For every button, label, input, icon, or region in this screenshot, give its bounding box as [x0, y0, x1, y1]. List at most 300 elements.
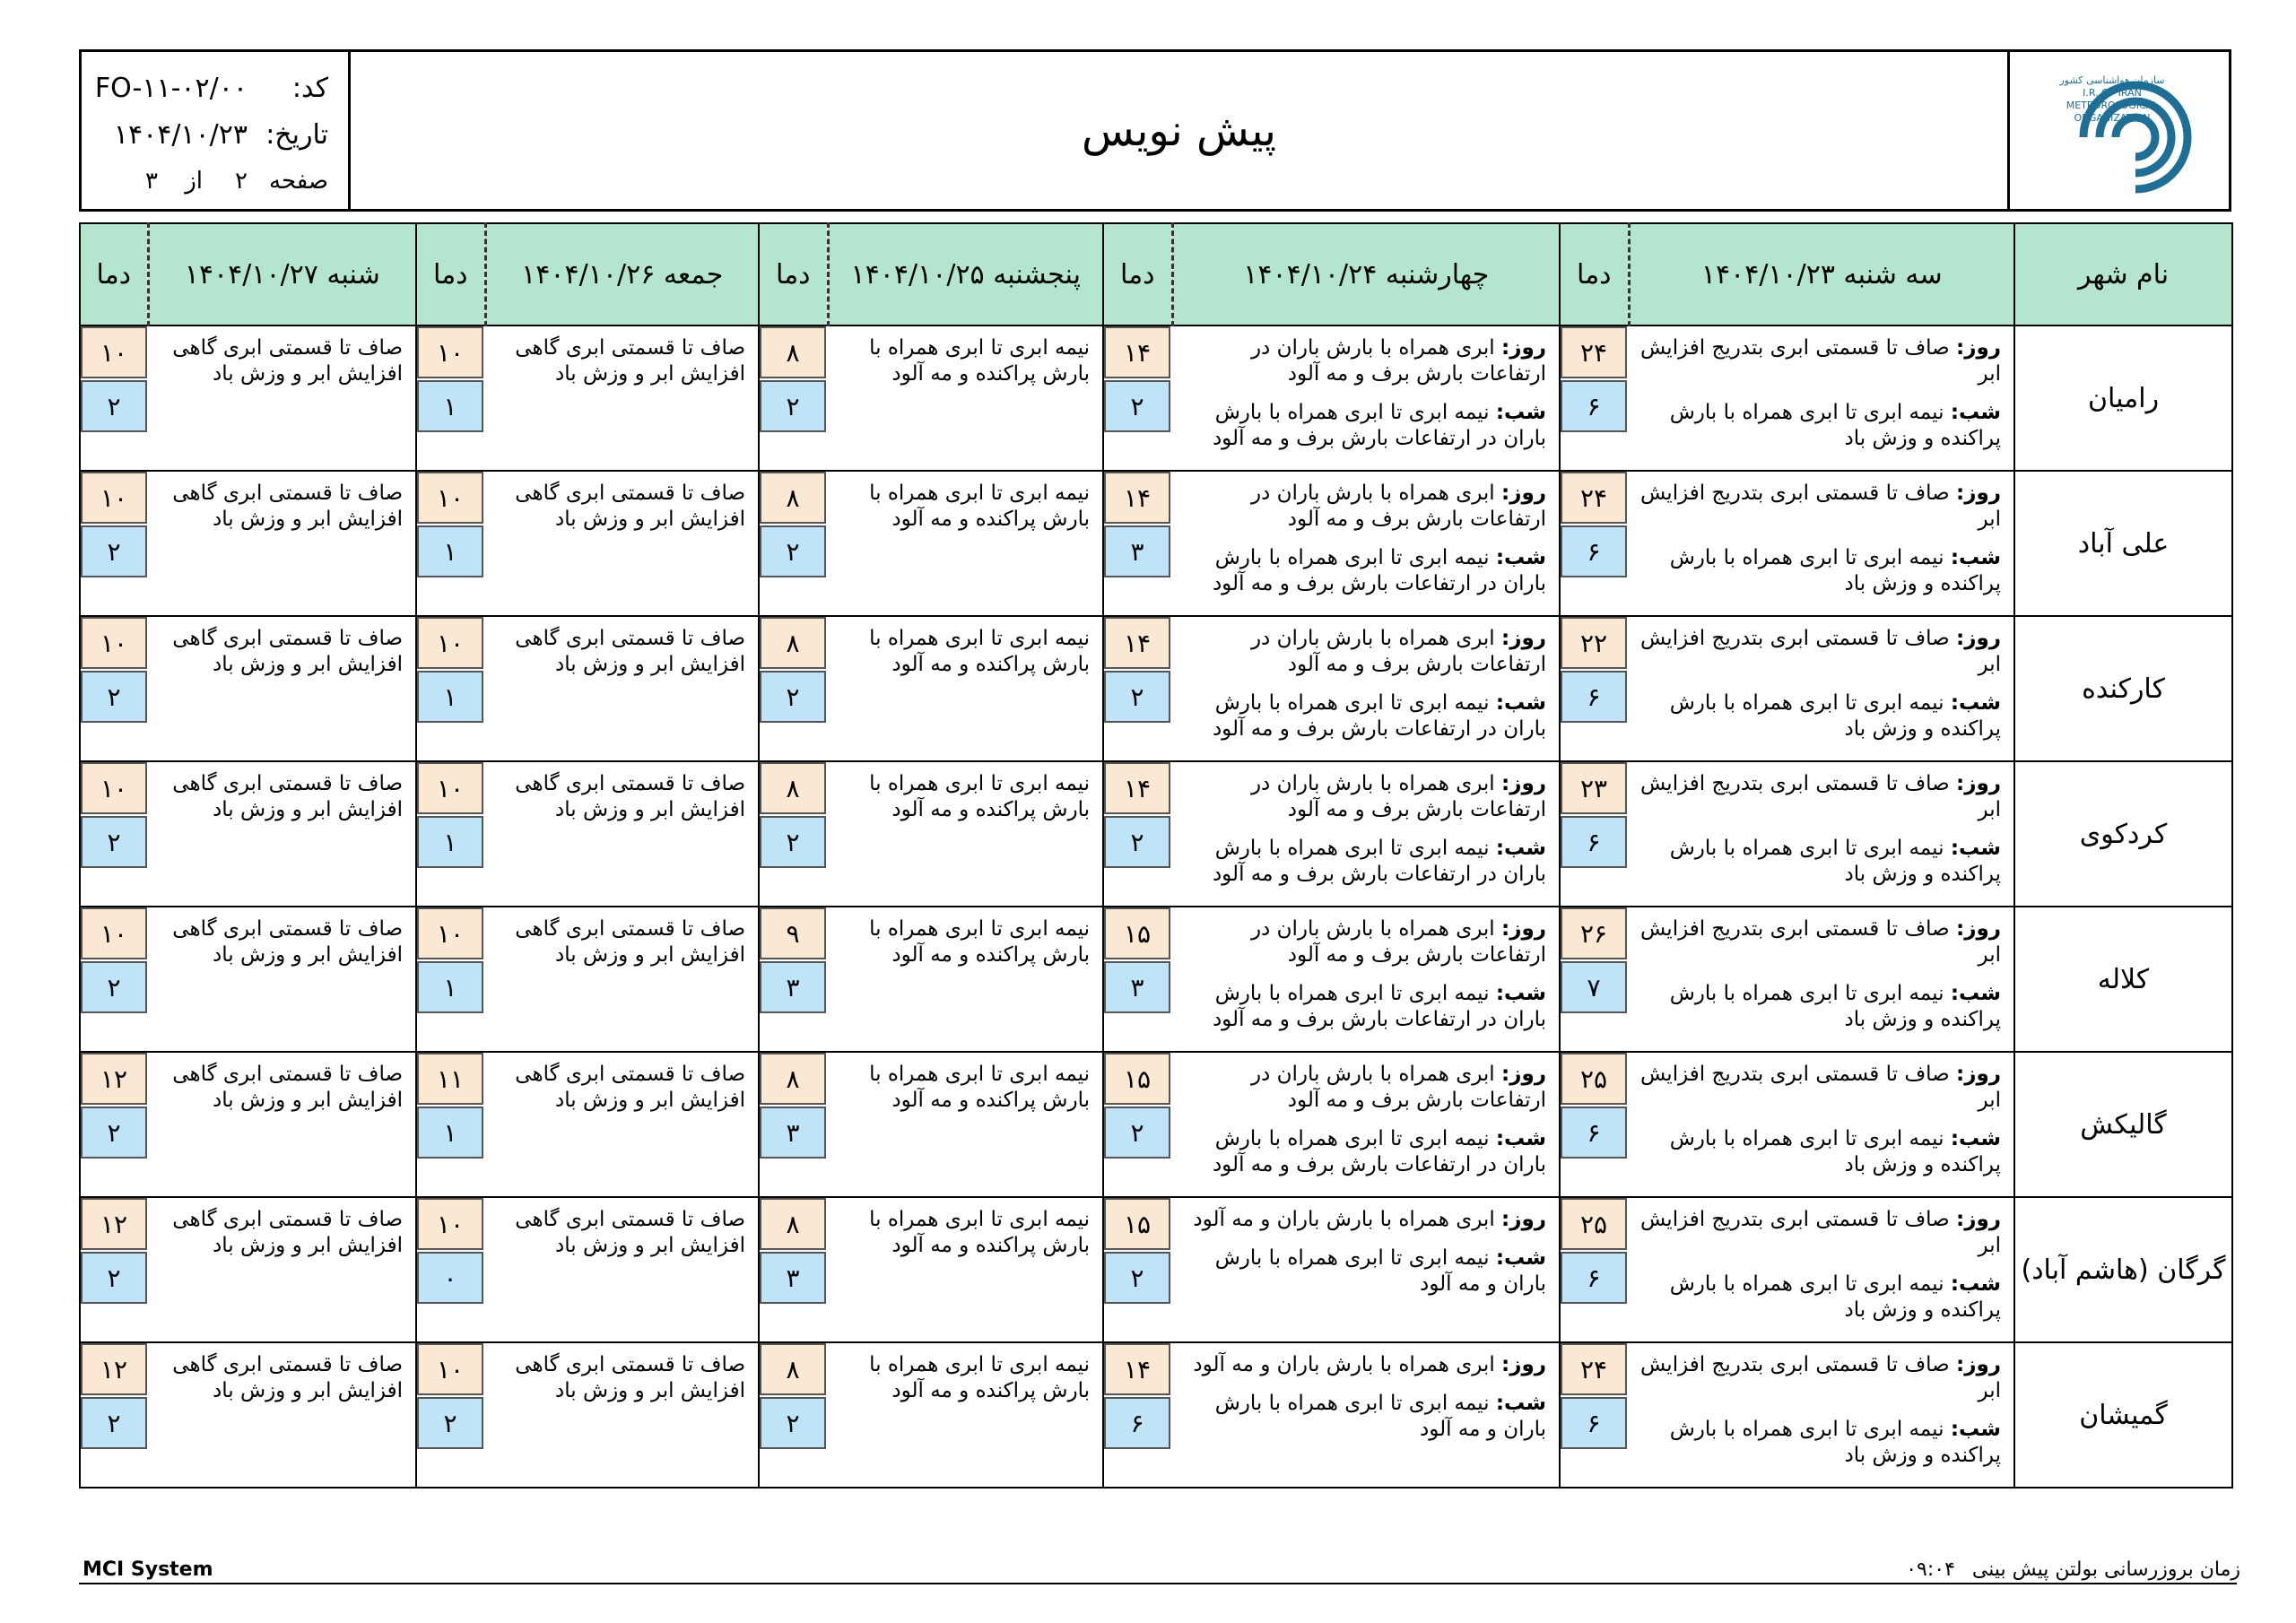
day-header: شنبه ۱۴۰۴/۱۰/۲۷	[148, 223, 416, 325]
max-temperature: ۱۴	[1104, 1343, 1170, 1395]
day-label: روز:	[1501, 1353, 1546, 1376]
min-temperature: ۲	[81, 671, 147, 723]
table-header-row	[80, 223, 2232, 325]
day-label: روز:	[1501, 1208, 1546, 1231]
night-label: شب:	[1495, 401, 1546, 424]
night-text: نیمه ابری تا ابری همراه با بارش پراکنده و وزش باد	[1669, 1272, 2001, 1322]
night-forecast	[1634, 1417, 2001, 1469]
max-temperature: ۱۵	[1104, 907, 1170, 959]
temperature-cell	[759, 471, 828, 616]
min-temperature: ۲	[417, 1397, 483, 1449]
forecast-text: صاف تا قسمتی ابری گاهی افزایش ابر و وزش باد	[515, 917, 745, 967]
min-temperature: ۲	[1104, 816, 1170, 868]
min-temperature: ۲	[81, 961, 147, 1013]
night-text: نیمه ابری تا ابری همراه با بارش باران در ارتفاعات بارش برف و مه آلود	[1212, 401, 1546, 450]
night-label: شب:	[1950, 1418, 2001, 1441]
min-temperature: ۲	[1104, 380, 1170, 432]
night-text: نیمه ابری تا ابری همراه با بارش باران در ارتفاعات بارش برف و مه آلود	[1212, 837, 1546, 886]
night-forecast	[1634, 400, 2001, 452]
forecast-description	[1629, 616, 2014, 761]
day-header: پنجشنبه ۱۴۰۴/۱۰/۲۵	[828, 223, 1103, 325]
temp-header: دما	[80, 223, 148, 325]
day-text: ابری همراه با بارش باران و مه آلود	[1193, 1353, 1495, 1376]
forecast-text: صاف تا قسمتی ابری گاهی افزایش ابر و وزش باد	[515, 1063, 745, 1112]
day-text: صاف تا قسمتی ابری بتدریج افزایش ابر	[1639, 1063, 2001, 1112]
min-temperature: ۱	[417, 525, 483, 577]
temperature-cell	[759, 1342, 828, 1488]
max-temperature: ۱۲	[81, 1053, 147, 1105]
forecast-description	[828, 1197, 1103, 1342]
min-temperature: ۶	[1561, 380, 1627, 432]
night-forecast	[1178, 400, 1546, 452]
page-row	[82, 158, 328, 204]
temperature-cell	[1560, 761, 1629, 907]
logo-text-line3: ORGANIZATION	[2074, 111, 2151, 124]
temperature-cell	[416, 1197, 485, 1342]
forecast-description	[148, 907, 416, 1052]
max-temperature: ۲۴	[1561, 1343, 1627, 1395]
night-forecast	[1178, 981, 1546, 1033]
day-forecast	[1634, 916, 2001, 968]
min-temperature: ۳	[760, 961, 826, 1013]
temperature-cell	[1103, 471, 1172, 616]
day-header: سه شنبه ۱۴۰۴/۱۰/۲۳	[1629, 223, 2014, 325]
forecast-description	[1172, 1342, 1560, 1488]
min-temperature: ۰	[417, 1252, 483, 1304]
temperature-cell	[80, 616, 148, 761]
day-text: صاف تا قسمتی ابری بتدریج افزایش ابر	[1639, 917, 2001, 967]
page-number: ۲	[235, 168, 248, 195]
city-name: رامیان	[2014, 325, 2232, 471]
min-temperature: ۲	[760, 1397, 826, 1449]
min-temperature: ۲	[81, 816, 147, 868]
page-label: صفحه	[269, 168, 328, 195]
night-forecast	[1634, 981, 2001, 1033]
temperature-cell	[416, 616, 485, 761]
temperature-cell	[1103, 616, 1172, 761]
night-text: نیمه ابری تا ابری همراه با بارش پراکنده و وزش باد	[1669, 691, 2001, 741]
max-temperature: ۲۲	[1561, 617, 1627, 669]
date-label: تاریخ:	[265, 118, 328, 151]
forecast-description	[1629, 1197, 2014, 1342]
table-row	[80, 471, 2232, 616]
min-temperature: ۲	[81, 380, 147, 432]
forecast-text: صاف تا قسمتی ابری گاهی افزایش ابر و وزش باد	[172, 336, 403, 386]
page-of-label: از	[185, 168, 203, 195]
forecast-description	[148, 1052, 416, 1197]
max-temperature: ۱۴	[1104, 326, 1170, 378]
temperature-cell	[1103, 907, 1172, 1052]
document-meta	[82, 52, 351, 209]
min-temperature: ۲	[81, 1252, 147, 1304]
night-label: شب:	[1950, 1272, 2001, 1296]
forecast-text: صاف تا قسمتی ابری گاهی افزایش ابر و وزش باد	[172, 917, 403, 967]
date-row	[82, 111, 328, 158]
page-total: ۳	[145, 168, 158, 195]
temp-header: دما	[1560, 223, 1629, 325]
min-temperature: ۱	[417, 816, 483, 868]
forecast-text: صاف تا قسمتی ابری گاهی افزایش ابر و وزش باد	[515, 482, 745, 531]
forecast-description	[148, 616, 416, 761]
day-text: صاف تا قسمتی ابری بتدریج افزایش ابر	[1639, 336, 2001, 386]
forecast-description	[828, 907, 1103, 1052]
day-text: ابری همراه با بارش باران در ارتفاعات بارش برف و مه آلود	[1250, 1063, 1546, 1112]
max-temperature: ۱۲	[81, 1343, 147, 1395]
forecast-text: صاف تا قسمتی ابری گاهی افزایش ابر و وزش باد	[515, 1353, 745, 1402]
night-label: شب:	[1495, 1246, 1546, 1270]
day-forecast	[1178, 1207, 1546, 1233]
forecast-text: صاف تا قسمتی ابری گاهی افزایش ابر و وزش باد	[172, 627, 403, 676]
day-forecast	[1634, 1062, 2001, 1114]
temperature-cell	[759, 616, 828, 761]
max-temperature: ۲۴	[1561, 326, 1627, 378]
table-row	[80, 1052, 2232, 1197]
night-text: نیمه ابری تا ابری همراه با بارش پراکنده و وزش باد	[1669, 837, 2001, 886]
day-text: ابری همراه با بارش باران و مه آلود	[1193, 1208, 1495, 1231]
day-forecast	[1634, 771, 2001, 823]
night-text: نیمه ابری تا ابری همراه با بارش باران در ارتفاعات بارش برف و مه آلود	[1212, 982, 1546, 1031]
forecast-description	[148, 1342, 416, 1488]
night-text: نیمه ابری تا ابری همراه با بارش باران در ارتفاعات بارش برف و مه آلود	[1212, 691, 1546, 741]
min-temperature: ۶	[1561, 671, 1627, 723]
night-forecast	[1634, 690, 2001, 742]
forecast-text: نیمه ابری تا ابری همراه با بارش پراکنده و مه آلود	[869, 1353, 1090, 1402]
min-temperature: ۶	[1561, 1107, 1627, 1159]
forecast-description	[485, 471, 759, 616]
day-label: روز:	[1956, 1208, 2001, 1231]
max-temperature: ۱۰	[417, 1198, 483, 1250]
day-text: صاف تا قسمتی ابری بتدریج افزایش ابر	[1639, 1208, 2001, 1257]
forecast-text: صاف تا قسمتی ابری گاهی افزایش ابر و وزش باد	[172, 772, 403, 821]
min-temperature: ۶	[1104, 1397, 1170, 1449]
min-temperature: ۳	[1104, 961, 1170, 1013]
day-text: صاف تا قسمتی ابری بتدریج افزایش ابر	[1639, 1353, 2001, 1402]
max-temperature: ۸	[760, 472, 826, 524]
max-temperature: ۱۰	[417, 617, 483, 669]
night-label: شب:	[1495, 1392, 1546, 1415]
day-forecast	[1634, 1207, 2001, 1259]
table-row	[80, 1342, 2232, 1488]
day-label: روز:	[1501, 482, 1546, 505]
forecast-text: صاف تا قسمتی ابری گاهی افزایش ابر و وزش باد	[515, 627, 745, 676]
night-label: شب:	[1950, 401, 2001, 424]
day-forecast	[1178, 771, 1546, 823]
min-temperature: ۱	[417, 671, 483, 723]
forecast-text: نیمه ابری تا ابری همراه با بارش پراکنده و مه آلود	[869, 917, 1090, 967]
min-temperature: ۲	[1104, 1252, 1170, 1304]
temperature-cell	[80, 325, 148, 471]
code-value: FO-۱۱-۰۲/۰۰	[94, 72, 248, 104]
night-text: نیمه ابری تا ابری همراه با بارش پراکنده و وزش باد	[1669, 1418, 2001, 1467]
day-forecast	[1178, 916, 1546, 968]
max-temperature: ۱۴	[1104, 617, 1170, 669]
max-temperature: ۱۵	[1104, 1198, 1170, 1250]
max-temperature: ۱۰	[417, 326, 483, 378]
table-row	[80, 616, 2232, 761]
logo-text-line1: I.R. OF IRAN	[2083, 86, 2142, 99]
city-name: کردکوی	[2014, 761, 2232, 907]
max-temperature: ۸	[760, 617, 826, 669]
min-temperature: ۲	[760, 380, 826, 432]
forecast-description	[828, 1052, 1103, 1197]
forecast-description	[1629, 325, 2014, 471]
table-row	[80, 907, 2232, 1052]
day-label: روز:	[1956, 627, 2001, 650]
forecast-text: نیمه ابری تا ابری همراه با بارش پراکنده و مه آلود	[869, 627, 1090, 676]
max-temperature: ۱۰	[81, 472, 147, 524]
min-temperature: ۲	[81, 1107, 147, 1159]
day-text: ابری همراه با بارش باران در ارتفاعات بارش برف و مه آلود	[1250, 917, 1546, 967]
temperature-cell	[759, 1197, 828, 1342]
night-text: نیمه ابری تا ابری همراه با بارش باران در ارتفاعات بارش برف و مه آلود	[1212, 546, 1546, 595]
max-temperature: ۱۵	[1104, 1053, 1170, 1105]
temperature-cell	[1560, 907, 1629, 1052]
night-label: شب:	[1950, 1127, 2001, 1150]
date-value: ۱۴۰۴/۱۰/۲۳	[113, 118, 248, 151]
forecast-description	[1629, 761, 2014, 907]
temperature-cell	[416, 1052, 485, 1197]
night-forecast	[1178, 836, 1546, 888]
day-forecast	[1634, 626, 2001, 678]
forecast-description	[148, 471, 416, 616]
footer-update-label: زمان بروزرسانی بولتن پیش بینی	[1971, 1558, 2240, 1581]
day-text: ابری همراه با بارش باران در ارتفاعات بارش برف و مه آلود	[1250, 772, 1546, 821]
night-text: نیمه ابری تا ابری همراه با بارش پراکنده و وزش باد	[1669, 982, 2001, 1031]
temperature-cell	[1103, 325, 1172, 471]
logo-text-line2: METEOROLOGICAL	[2066, 99, 2159, 111]
temperature-cell	[416, 761, 485, 907]
night-label: شب:	[1950, 837, 2001, 860]
temperature-cell	[80, 761, 148, 907]
min-temperature: ۲	[760, 525, 826, 577]
forecast-text: صاف تا قسمتی ابری گاهی افزایش ابر و وزش باد	[172, 1063, 403, 1112]
day-header: جمعه ۱۴۰۴/۱۰/۲۶	[485, 223, 759, 325]
min-temperature: ۶	[1561, 1252, 1627, 1304]
temperature-cell	[1560, 1342, 1629, 1488]
temperature-cell	[1560, 1197, 1629, 1342]
night-label: شب:	[1950, 982, 2001, 1005]
forecast-description	[1172, 761, 1560, 907]
temperature-cell	[80, 1052, 148, 1197]
min-temperature: ۳	[760, 1252, 826, 1304]
forecast-description	[148, 325, 416, 471]
forecast-description	[828, 616, 1103, 761]
max-temperature: ۲۴	[1561, 472, 1627, 524]
forecast-text: نیمه ابری تا ابری همراه با بارش پراکنده و مه آلود	[869, 336, 1090, 386]
forecast-text: صاف تا قسمتی ابری گاهی افزایش ابر و وزش باد	[172, 1353, 403, 1402]
max-temperature: ۲۳	[1561, 762, 1627, 814]
temperature-cell	[416, 325, 485, 471]
city-name: گمیشان	[2014, 1342, 2232, 1488]
table-row	[80, 325, 2232, 471]
forecast-text: صاف تا قسمتی ابری گاهی افزایش ابر و وزش باد	[515, 772, 745, 821]
temperature-cell	[1103, 1197, 1172, 1342]
min-temperature: ۶	[1561, 1397, 1627, 1449]
night-forecast	[1634, 545, 2001, 597]
day-label: روز:	[1956, 1063, 2001, 1086]
night-text: نیمه ابری تا ابری همراه با بارش پراکنده و وزش باد	[1669, 401, 2001, 450]
day-text: ابری همراه با بارش باران در ارتفاعات بارش برف و مه آلود	[1250, 627, 1546, 676]
day-text: ابری همراه با بارش باران در ارتفاعات بارش برف و مه آلود	[1250, 482, 1546, 531]
night-forecast	[1178, 545, 1546, 597]
city-name: گرگان (هاشم آباد)	[2014, 1197, 2232, 1342]
day-forecast	[1178, 1062, 1546, 1114]
temperature-cell	[1560, 325, 1629, 471]
day-label: روز:	[1956, 1353, 2001, 1376]
forecast-description	[1172, 471, 1560, 616]
temperature-cell	[1560, 471, 1629, 616]
forecast-description	[1172, 325, 1560, 471]
max-temperature: ۸	[760, 1198, 826, 1250]
temperature-cell	[1560, 616, 1629, 761]
night-label: شب:	[1495, 1127, 1546, 1150]
forecast-text: صاف تا قسمتی ابری گاهی افزایش ابر و وزش باد	[515, 336, 745, 386]
max-temperature: ۲۵	[1561, 1198, 1627, 1250]
forecast-description	[1172, 1052, 1560, 1197]
day-label: روز:	[1956, 772, 2001, 795]
night-label: شب:	[1950, 546, 2001, 569]
forecast-description	[485, 907, 759, 1052]
day-label: روز:	[1501, 772, 1546, 795]
forecast-description	[485, 1342, 759, 1488]
forecast-text: نیمه ابری تا ابری همراه با بارش پراکنده و مه آلود	[869, 772, 1090, 821]
forecast-description	[828, 761, 1103, 907]
min-temperature: ۶	[1561, 816, 1627, 868]
forecast-description	[1172, 907, 1560, 1052]
max-temperature: ۸	[760, 1343, 826, 1395]
max-temperature: ۱۰	[81, 617, 147, 669]
document-header	[79, 49, 2231, 212]
night-text: نیمه ابری تا ابری همراه با بارش پراکنده و وزش باد	[1669, 546, 2001, 595]
min-temperature: ۳	[1104, 525, 1170, 577]
night-forecast	[1634, 1126, 2001, 1178]
forecast-text: نیمه ابری تا ابری همراه با بارش پراکنده و مه آلود	[869, 482, 1090, 531]
forecast-description	[1629, 1052, 2014, 1197]
forecast-description	[828, 471, 1103, 616]
temperature-cell	[759, 907, 828, 1052]
forecast-description	[828, 325, 1103, 471]
day-text: ابری همراه با بارش باران در ارتفاعات بارش برف و مه آلود	[1250, 336, 1546, 386]
temp-header: دما	[1103, 223, 1172, 325]
day-forecast	[1178, 481, 1546, 533]
forecast-description	[828, 1342, 1103, 1488]
city-name: کلاله	[2014, 907, 2232, 1052]
day-label: روز:	[1501, 1063, 1546, 1086]
logo	[2007, 52, 2229, 209]
max-temperature: ۲۶	[1561, 907, 1627, 959]
day-label: روز:	[1956, 336, 2001, 360]
max-temperature: ۱۰	[417, 1343, 483, 1395]
min-temperature: ۱	[417, 1107, 483, 1159]
day-forecast	[1178, 1352, 1546, 1378]
night-text: نیمه ابری تا ابری همراه با بارش باران و مه آلود	[1214, 1246, 1546, 1296]
min-temperature: ۲	[1104, 1107, 1170, 1159]
forecast-text: نیمه ابری تا ابری همراه با بارش پراکنده و مه آلود	[869, 1063, 1090, 1112]
meteorological-organization-logo-icon	[2030, 64, 2209, 198]
temperature-cell	[416, 1342, 485, 1488]
max-temperature: ۱۰	[81, 762, 147, 814]
forecast-text: صاف تا قسمتی ابری گاهی افزایش ابر و وزش باد	[515, 1208, 745, 1257]
temperature-cell	[80, 471, 148, 616]
temperature-cell	[80, 1197, 148, 1342]
min-temperature: ۲	[760, 816, 826, 868]
max-temperature: ۹	[760, 907, 826, 959]
day-label: روز:	[1501, 917, 1546, 941]
day-text: صاف تا قسمتی ابری بتدریج افزایش ابر	[1639, 772, 2001, 821]
night-text: نیمه ابری تا ابری همراه با بارش باران در ارتفاعات بارش برف و مه آلود	[1212, 1127, 1546, 1176]
min-temperature: ۱	[417, 380, 483, 432]
night-forecast	[1178, 690, 1546, 742]
max-temperature: ۲۵	[1561, 1053, 1627, 1105]
code-label: کد:	[291, 72, 328, 104]
forecast-description	[485, 325, 759, 471]
temperature-cell	[1560, 1052, 1629, 1197]
forecast-text: صاف تا قسمتی ابری گاهی افزایش ابر و وزش باد	[172, 1208, 403, 1257]
temperature-cell	[80, 907, 148, 1052]
temperature-cell	[759, 761, 828, 907]
max-temperature: ۱۴	[1104, 762, 1170, 814]
footer-update-time	[1906, 1558, 2240, 1581]
night-text: نیمه ابری تا ابری همراه با بارش پراکنده و وزش باد	[1669, 1127, 2001, 1176]
min-temperature: ۲	[760, 671, 826, 723]
min-temperature: ۲	[81, 1397, 147, 1449]
night-label: شب:	[1495, 982, 1546, 1005]
max-temperature: ۱۴	[1104, 472, 1170, 524]
footer-system-name: MCI System	[83, 1558, 213, 1581]
min-temperature: ۷	[1561, 961, 1627, 1013]
max-temperature: ۱۰	[417, 907, 483, 959]
city-header: نام شهر	[2014, 223, 2232, 325]
max-temperature: ۱۰	[81, 326, 147, 378]
max-temperature: ۱۲	[81, 1198, 147, 1250]
min-temperature: ۲	[81, 525, 147, 577]
forecast-description	[1172, 1197, 1560, 1342]
forecast-description	[485, 1052, 759, 1197]
min-temperature: ۶	[1561, 525, 1627, 577]
max-temperature: ۱۱	[417, 1053, 483, 1105]
max-temperature: ۱۰	[417, 762, 483, 814]
forecast-description	[485, 1197, 759, 1342]
forecast-description	[485, 616, 759, 761]
forecast-table	[79, 222, 2233, 1488]
night-forecast	[1178, 1245, 1546, 1298]
temperature-cell	[759, 1052, 828, 1197]
min-temperature: ۱	[417, 961, 483, 1013]
temperature-cell	[1103, 1342, 1172, 1488]
forecast-description	[485, 761, 759, 907]
temp-header: دما	[416, 223, 485, 325]
logo-text-fa: سازمان هواشناسی کشور	[2059, 74, 2165, 86]
max-temperature: ۱۰	[81, 907, 147, 959]
forecast-description	[1172, 616, 1560, 761]
city-name: کارکنده	[2014, 616, 2232, 761]
day-header: چهارشنبه ۱۴۰۴/۱۰/۲۴	[1172, 223, 1560, 325]
night-label: شب:	[1495, 691, 1546, 715]
day-label: روز:	[1956, 917, 2001, 941]
temperature-cell	[416, 907, 485, 1052]
night-label: شب:	[1950, 691, 2001, 715]
max-temperature: ۸	[760, 326, 826, 378]
day-label: روز:	[1501, 336, 1546, 360]
page-title: پیش نویس	[1081, 105, 1276, 156]
night-forecast	[1634, 836, 2001, 888]
day-label: روز:	[1501, 627, 1546, 650]
min-temperature: ۳	[760, 1107, 826, 1159]
city-name: علی آباد	[2014, 471, 2232, 616]
temperature-cell	[1103, 761, 1172, 907]
day-text: صاف تا قسمتی ابری بتدریج افزایش ابر	[1639, 482, 2001, 531]
night-forecast	[1178, 1126, 1546, 1178]
